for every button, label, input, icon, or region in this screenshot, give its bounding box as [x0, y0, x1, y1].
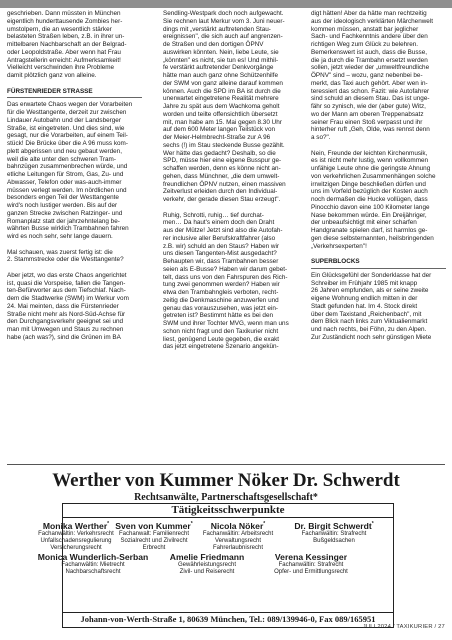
- text-line: „Verkehrsexperten"!: [311, 242, 367, 250]
- text-line: eigentlich hunderttausende Zombies her-: [7, 17, 123, 25]
- lawyer-specialty: Zivil- und Reiserecht: [179, 569, 235, 575]
- text-line: Ruhig, Schrotti, ruhig… tief durchat-: [163, 211, 264, 219]
- text-line: Stadt gefunden hat. Im 4. Stock direkt: [311, 302, 418, 310]
- lawyer-name-text: Dr. Birgit Schwerdt: [294, 520, 372, 531]
- text-line: mittelbaren Nachbarschaft an der Belgrad-: [7, 41, 127, 48]
- text-line: uns diesen Tangenten-Mist ausgedacht?: [163, 250, 277, 258]
- text-line: genau das vorauszusehen, was jetzt ein-: [163, 304, 278, 312]
- text-line: für die Westtangente, derzeit zur zwischen: [7, 109, 127, 116]
- text-line: damit plötzlich ganz von alleine.: [7, 72, 97, 79]
- page-footer: JULI 2024 / TAXIKURIER / 27: [362, 624, 445, 630]
- text-line: Aber jetzt, wo das erste Chaos angerichtet: [7, 271, 127, 279]
- article-column-3: [311, 10, 446, 342]
- text-line: weil die alte unter den schweren Tram-: [7, 155, 116, 163]
- heading-rule: [7, 97, 142, 98]
- text-line: unfähige Leute ohne die geringste Ahnung: [311, 165, 431, 172]
- lawyer-entry: [269, 519, 399, 545]
- text-line: sollen, jetzt wieder der „umweltfreundliche: [311, 64, 430, 72]
- lawyer-name-text: Monika Werther: [42, 520, 108, 531]
- text-line: über dem Taxistand „Reichenbach", mit: [311, 310, 422, 318]
- text-line: besonders engen Teil der Westtangente: [7, 194, 119, 202]
- text-line: bahnzügen zusammenbrechen würde, und: [7, 163, 128, 171]
- text-line: der unbeaufsichtigt mit einer scharfen: [311, 219, 417, 227]
- text-line: liest, genügend Leute gegeben, die exakt: [163, 335, 280, 343]
- text-line: SPD, müsse hier eine eigene Busspur ge-: [163, 157, 282, 165]
- text-line: etliche Leitungen für Strom, Gas, Zu- und: [7, 171, 124, 178]
- text-line: fe verstärkt auftretender Denkvorgänge: [163, 64, 274, 72]
- text-line: SWM und ihrer Tochter MVG, wenn man uns: [163, 320, 289, 327]
- text-line: uns im Vorfeld bezüglich der Kosten auch: [311, 188, 428, 196]
- text-line: z.B. wir) schuld an den Staus? Haben wir: [163, 242, 280, 250]
- lawyer-name: [241, 552, 381, 562]
- lawyer-entry: [241, 552, 381, 576]
- ad-firm-name: Werther von Kummer Nöker Dr. Schwerdt: [52, 470, 400, 491]
- paragraph-gap: [311, 250, 446, 258]
- text-line: plett abgerissen und neu gebaut werden,: [7, 147, 122, 155]
- text-line: Behaupten wir, dass Trambahnen besser: [163, 258, 279, 265]
- text-line: Mal schauen, was zuerst fertig ist: die: [7, 248, 113, 256]
- text-line: belasteten Straßen leben, z.B. in ihrer un-: [7, 33, 125, 41]
- text-line: dem die Stadtwerke (SWM) im Werkur vom: [7, 295, 129, 302]
- text-line: das jetzt eingetretene Szenario angekün-: [163, 343, 279, 351]
- lawyer-specialty: Verwaltungsrecht: [214, 537, 262, 544]
- text-line: ganzen Strecke zwischen Ratzinger- und: [7, 209, 123, 217]
- text-line: Zeitverlust erleiden durch den Individual-: [163, 188, 278, 196]
- text-line: Pinocchio davon eine 100 Kilometer lange: [311, 203, 430, 211]
- text-line: noch dermaßen die Hucke vollügen, dass: [311, 196, 428, 203]
- article-column-1: [7, 10, 142, 342]
- top-color-bar: [0, 0, 452, 8]
- text-line: freundlichen ÖPNV nutzen, einen massiven: [163, 180, 286, 188]
- text-line: stück! Die Brücke über die A 96 muss kom-: [7, 140, 128, 147]
- text-line: fähr so zynisch, wie der (aber gute) Witz,: [311, 103, 426, 110]
- text-line: merkt, das Taxi auch gehört. Aber wen in-: [311, 79, 428, 87]
- text-line: Antragstellerin erreicht: Aufmerksamkeit!: [7, 56, 121, 64]
- text-line: Straße, ist eingetreten. Und dies sind, wie: [7, 124, 125, 132]
- section-heading: FÜRSTENRIEDER STRASSE: [7, 87, 93, 95]
- text-line: ereignissen", die sich auch auf angrenzen-: [163, 33, 283, 41]
- text-line: Schreiber im Frühjahr 1985 mit knapp: [311, 279, 418, 287]
- text-line: Nase bekommen würde. Ein Dreijähriger,: [311, 211, 427, 219]
- lawyer-name-text: Monica Wunderlich-Serban: [37, 552, 149, 562]
- text-line: ten-Befürworter aus dem Tiefschlaf. Nach-: [7, 287, 126, 295]
- text-line: Jahre zu spät aus dem Wachkoma geholt: [163, 103, 280, 110]
- text-line: aus der ideologisch verklärten Märchenwelt: [311, 17, 434, 25]
- text-line: dings mit „verstärkt auftretenden Stau-: [163, 25, 271, 33]
- text-line: schaffen werden, denn es könne nicht an-: [163, 165, 281, 172]
- text-line: irrwitzigen Dinge beschließen dürfen und: [311, 180, 426, 188]
- paragraph-gap: [7, 264, 142, 272]
- text-line: den Durchgangsverkehr geeignet sei und: [7, 318, 124, 326]
- text-line: müssen verlegt werden. Im nördlichen und: [7, 186, 127, 194]
- text-line: es ist nicht mehr lustig, wenn vollkommen: [311, 157, 429, 165]
- text-line: Zur Zuständicht noch sehr günstigen Miete: [311, 333, 432, 341]
- partner-mark: *: [190, 521, 193, 527]
- ad-specialties-heading: Tätigkeitsschwerpunkte: [63, 504, 393, 518]
- text-line: gen diese selbsternannten, heilsbringenden: [311, 234, 434, 242]
- text-line: richtigen Weg zum Glück zu belehren.: [311, 41, 419, 48]
- text-line: der SWM von ganz alleine darauf kommen: [163, 79, 283, 87]
- text-line: Handgranate spielen darf, ist harmlos ge-: [311, 227, 428, 234]
- text-line: auf dem 600 Meter langen Teilstück von: [163, 126, 276, 134]
- lawyer-specialty: Fachanwältin: Arbeitsrecht: [202, 530, 274, 537]
- text-line: Romanplatz statt der jahrzehntelang be-: [7, 217, 120, 225]
- text-line: und nach rechts, bei Föhn, zu den Alpen.: [311, 326, 427, 333]
- text-line: der Meier-Helmbrecht-Straße zur A 96: [163, 134, 271, 141]
- text-line: eigene Wohnung endlich mitten in der: [311, 295, 418, 302]
- text-line: Vielleicht verschwinden ihre Probleme: [7, 64, 115, 72]
- text-line: man mit Umwegen und Staus zu rechnen: [7, 326, 124, 333]
- text-line: schon nicht fragt und den Taxikurier nicht: [163, 327, 279, 335]
- text-line: verkehr, der gerade diesen Stau erzeugt".: [163, 196, 281, 203]
- text-line: Straße nicht mehr als Nord-Süd-Achse für: [7, 310, 126, 318]
- lawyer-specialty: Bußgeldsachen: [313, 537, 355, 544]
- text-line: gehen, dass Münchner, „die dem umwelt-: [163, 172, 280, 180]
- paragraph-gap: [163, 204, 298, 212]
- text-line: Wer hätte das gedacht? Deshalb, so die: [163, 149, 276, 157]
- heading-rule: [311, 268, 446, 269]
- text-line: auswirken könnten. Nein, liebe Leute, sie: [163, 48, 279, 56]
- text-line: telt, dass uns von den Fahrspuren des Rich-: [163, 273, 288, 281]
- lawyer-name-text: Nicola Nöker: [210, 520, 264, 531]
- lawyer-specialty: Unfallschadensregulierung: [40, 537, 112, 544]
- text-line: währten Busse wirklich Trambahnen fahren: [7, 225, 129, 233]
- section-heading: SUPERBLOCKS: [311, 258, 360, 265]
- text-line: sind schuld an diesem Stau. Das ist unge-: [311, 95, 430, 103]
- text-line: zeitig die Denkmaschine anzuwerfen und: [163, 296, 279, 304]
- lawyer-specialty: Fachanwältin: Mietrecht: [61, 562, 125, 568]
- lawyer-specialty: Gewährleistungsrecht: [177, 562, 237, 568]
- lawyer-specialty: Fachanwältin: Strafrecht: [278, 562, 344, 568]
- text-line: Lindauer Autobahn und der Landsberger: [7, 116, 121, 124]
- text-line: getreten ist? Bestimmt hätte es bei den: [163, 312, 274, 320]
- text-line: tung zwei genommen werden? Haben wir: [163, 281, 280, 289]
- partner-mark: *: [263, 521, 266, 527]
- paragraph-gap: [7, 241, 142, 249]
- lawyer-specialty: Sozialrecht und Zivilrecht: [120, 537, 188, 544]
- text-line: teressiert das schon. Fazit: wie Autofahrer: [311, 87, 430, 95]
- partner-mark: *: [107, 521, 110, 527]
- text-line: men… Da haut's einem doch den Draht: [163, 219, 275, 227]
- text-line: oder Leopoldstraße. Aber wenn hat Frau: [7, 48, 121, 56]
- text-line: Sie rechnen laut Merkur vom 3. Juni neuer-: [163, 17, 285, 25]
- text-line: Abwasser, Telefon oder was-auch-immer: [7, 178, 122, 186]
- text-line: hätte man auch ganz ohne Schützenhilfe: [163, 72, 278, 79]
- law-firm-advertisement: [7, 464, 445, 626]
- text-line: „könnten" es nicht, sie tun es! Und mithil-: [163, 56, 279, 64]
- text-line: a so?".: [311, 134, 331, 141]
- lawyer-specialty: Fachanwältin: Verkehrsrecht: [38, 530, 114, 537]
- text-line: Sendling-Westpark doch noch aufgewacht.: [163, 10, 284, 17]
- text-line: habe (ach was?), sind die Grünen im BA: [7, 333, 121, 341]
- text-line: wo der Mann am oberen Treppenabsatz: [311, 110, 424, 118]
- text-line: Das erwartete Chaos wegen der Vorarbeiten: [7, 101, 133, 109]
- lawyer-specialty: Fachanwältin: Strafrecht: [301, 530, 367, 537]
- lawyer-name-text: Verena Kessinger: [274, 552, 348, 562]
- text-line: geschrieben. Dann müssten in München: [7, 10, 121, 17]
- text-line: 24. Mai meinten, dass die Fürstenrieder: [7, 302, 119, 310]
- text-line: Ein Glücksgefühl der Sonderklasse hat der: [311, 271, 432, 279]
- lawyer-specialty: Versicherungsrecht: [50, 544, 102, 551]
- lawyer-specialty: Fachanwalt: Familienrecht: [118, 530, 190, 537]
- text-line: hinterher ruft „Geh, Olde, was rennst denn: [311, 126, 430, 134]
- text-line: digt hätten! Aber da hätte man rechtzeitig: [311, 10, 427, 17]
- ad-address: Johann-von-Werth-Straße 1, 80639 München, Tel.: 089/139946-0, Fax 089/165951: [63, 612, 393, 625]
- text-line: umstolpern, die an wesentlich stärker: [7, 25, 112, 33]
- lawyer-name: [269, 519, 399, 531]
- paragraph-gap: [7, 80, 142, 88]
- ad-firm-subtitle: Rechtsanwälte, Partnerschaftsgesellschaft*: [134, 492, 318, 503]
- text-line: unerwartet eingetretene Realität mehrere: [163, 95, 279, 103]
- text-line: wird's noch lustiger werden. Bis auf der: [7, 202, 118, 209]
- text-line: kommen müssen, anstatt bar jeglicher: [311, 25, 419, 33]
- text-line: Sach- und Fachkenntnis andere über den: [311, 33, 428, 41]
- text-line: aus der Mütze! Jetzt sind also die Autofah-: [163, 227, 283, 234]
- text-line: ÖPNV" sind – wozu, ganz nebenbei be-: [311, 72, 423, 79]
- text-line: sechs (!) im Stau steckende Busse gezählt.: [163, 141, 285, 149]
- text-line: 26 Jahren empfunden, als er seine zweite: [311, 287, 429, 295]
- text-line: ist, quasi die Vorspeise, fallen die Tangen-: [7, 279, 126, 287]
- text-line: seiner Frau einen Stoß verpasst und ihr: [311, 118, 423, 126]
- text-line: 2. Stammstrecke oder die Westtangente?: [7, 256, 124, 264]
- text-line: gesagt, nur die Vorarbeiten, auf einem Teil-: [7, 132, 128, 140]
- text-line: wird es noch sehr, sehr lange dauern.: [7, 233, 113, 240]
- partner-mark: *: [371, 521, 374, 527]
- text-line: dem Blick nach links zum Viktualienmarkt: [311, 318, 428, 326]
- text-line: etwa den Trambahngleis verboten, recht-: [163, 289, 279, 296]
- ad-specialties-box: [37, 503, 394, 628]
- text-line: mit, man habe am 15. Mai gegen 8.30 Uhr: [163, 118, 282, 126]
- paragraph-gap: [311, 142, 446, 150]
- lawyer-specialty: Erbrecht: [142, 544, 166, 551]
- text-line: rer inclusive aller Berufskraftfahrer (also: [163, 234, 276, 242]
- lawyer-name-text: Sven von Kummer: [115, 520, 191, 531]
- lawyer-name-text: Amelie Friedmann: [169, 552, 245, 562]
- lawyer-specialty: Nachbarschaftsrecht: [65, 569, 121, 575]
- text-line: Bemerkenswert ist auch, dass die Busse,: [311, 48, 428, 56]
- text-line: de Straßen und den dortigen ÖPNV: [163, 41, 264, 48]
- lawyer-specialty: Opfer- und Ermittlungsrecht: [274, 569, 348, 575]
- text-line: können. Auch die SPD im BA ist durch die: [163, 87, 281, 95]
- article-column-2: [163, 10, 298, 351]
- text-line: Nein, Freunde der leichten Kirchenmusik,: [311, 149, 428, 157]
- text-line: worden und teilte offensichtlich übersetzt: [163, 110, 278, 118]
- text-line: seien als E-Busse? Haben wir darum gebet-: [163, 265, 288, 273]
- text-line: von verkehrlichen Zusammenhängen solche: [311, 172, 436, 180]
- lawyer-specialty: Fahrerlaubnisrecht: [212, 544, 264, 551]
- text-line: die ja durch die Trambahn ersetzt werden: [311, 56, 428, 64]
